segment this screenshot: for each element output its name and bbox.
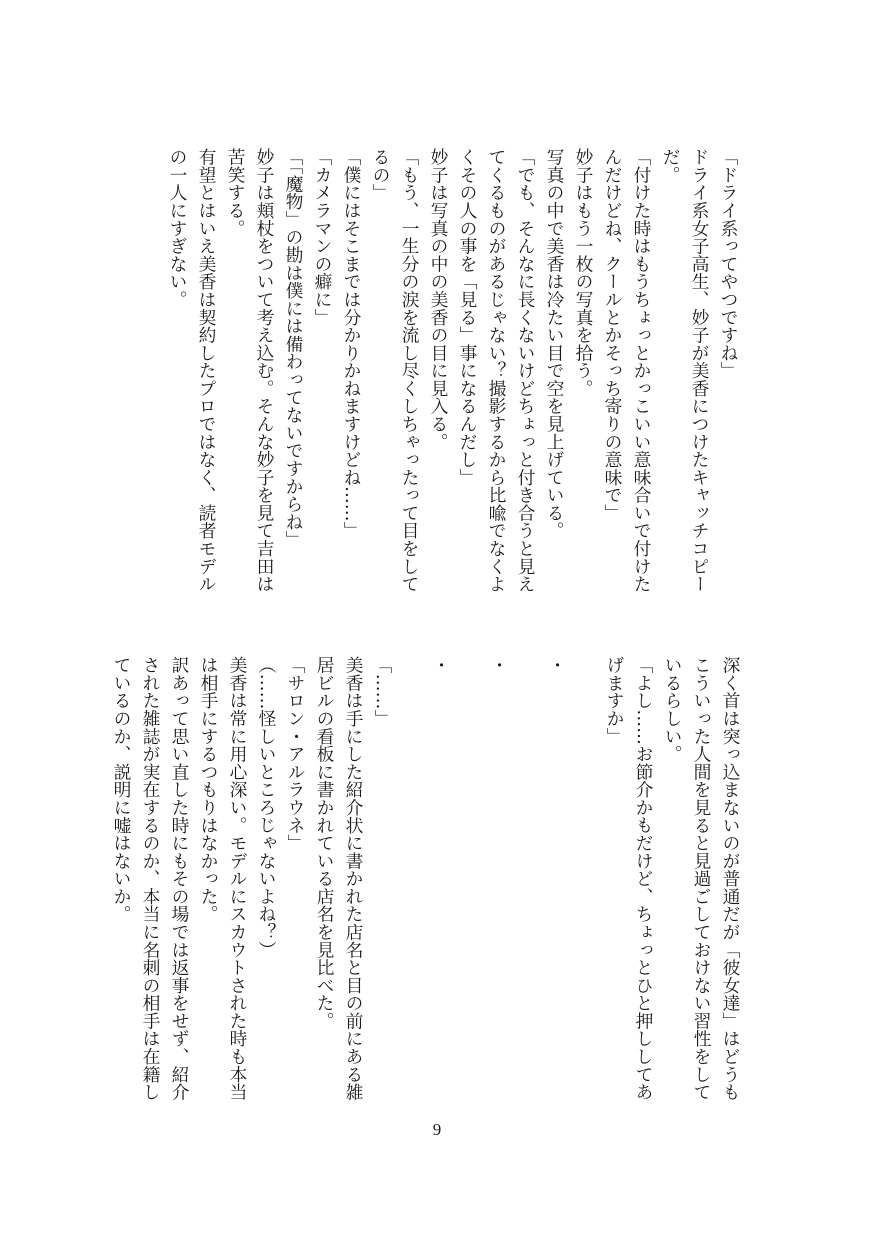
- text-line: こういった人間を見ると見過ごしておけない習性をして: [691, 656, 712, 1101]
- text-line: ドライ系女子高生、妙子が美香につけたキャッチコピー: [689, 148, 710, 593]
- text-line: ・: [546, 656, 567, 674]
- page-number: 9: [432, 1120, 442, 1139]
- text-line: いるらしい。: [662, 656, 683, 763]
- text-line: [571, 656, 600, 1116]
- text-line: 妙子は頬杖をついて考え込む。そんな妙子を見て吉田は: [254, 148, 275, 593]
- text-line: 「よし……お節介かもだけど、ちょっとひと押ししてあ: [633, 656, 654, 1101]
- upper-text-block: [0, 148, 874, 618]
- text-line: 妙子はもう一枚の写真を拾う。: [573, 148, 594, 398]
- text-line: 居ビルの看板に書かれている店名を見比べた。: [314, 656, 335, 1030]
- text-line: 「でも、そんなに長くないけどちょっと付き合うと見え: [515, 148, 536, 593]
- text-line: ・: [488, 656, 509, 674]
- text-line: 訳あって思い直した時にもその場では返事をせず、紹介: [169, 656, 190, 1101]
- text-line: [513, 656, 542, 1116]
- text-line: だ。: [660, 148, 681, 184]
- text-line: 美香は手にした紹介状に書かれた店名と目の前にある雑: [343, 656, 364, 1101]
- text-line: は相手にするつもりはなかった。: [198, 656, 219, 923]
- text-line: 妙子は写真の中の美香の目に見入る。: [428, 148, 449, 451]
- text-line: 有望とはいえ美香は契約したプロではなく、読者モデル: [196, 148, 217, 593]
- text-line: 「「魔物」の勘は僕には備わってないですからね」: [283, 148, 304, 549]
- text-line: げますか」: [604, 656, 625, 745]
- text-line: 美香は常に用心深い。モデルにスカウトされた時も本当: [227, 656, 248, 1101]
- text-line: 苦笑する。: [225, 148, 246, 237]
- text-line: （……怪しいところじゃないよね？）: [256, 656, 277, 959]
- text-line: 「もう、一生分の涙を流し尽くしちゃったって目をして: [399, 148, 420, 593]
- text-line: [397, 656, 426, 1116]
- lower-text-block: [0, 656, 874, 1116]
- text-line: んだけどね、クールとかそっち寄りの意味で」: [602, 148, 623, 522]
- text-line: ているのか、説明に嘘はないか。: [111, 656, 132, 923]
- text-line: 「付けた時はもうちょっとかっこいい意味合いで付けた: [631, 148, 652, 593]
- text-line: ・: [430, 656, 451, 674]
- text-line: るの」: [370, 148, 391, 202]
- text-line: くその人の事を「見る」事になるんだし」: [457, 148, 478, 487]
- text-line: [455, 656, 484, 1116]
- text-line: 「……」: [372, 656, 393, 728]
- text-line: 深く首は突っ込まないのが普通だが「彼女達」はどうも: [720, 656, 741, 1101]
- text-line: 「カメラマンの癖に」: [312, 148, 333, 326]
- text-line: 「サロン・アルラウネ」: [285, 656, 306, 852]
- text-line: 写真の中で美香は冷たい目で空を見上げている。: [544, 148, 565, 540]
- text-line: てくるものがあるじゃない？撮影するから比喩でなくよ: [486, 148, 507, 593]
- text-line: 「僕にはそこまでは分かりかねますけどね……」: [341, 148, 362, 540]
- text-line: 「ドライ系ってやつですね」: [718, 148, 739, 380]
- text-line: の一人にすぎない。: [167, 148, 188, 309]
- text-line: された雑誌が実在するのか、本当に名刺の相手は在籍し: [140, 656, 161, 1101]
